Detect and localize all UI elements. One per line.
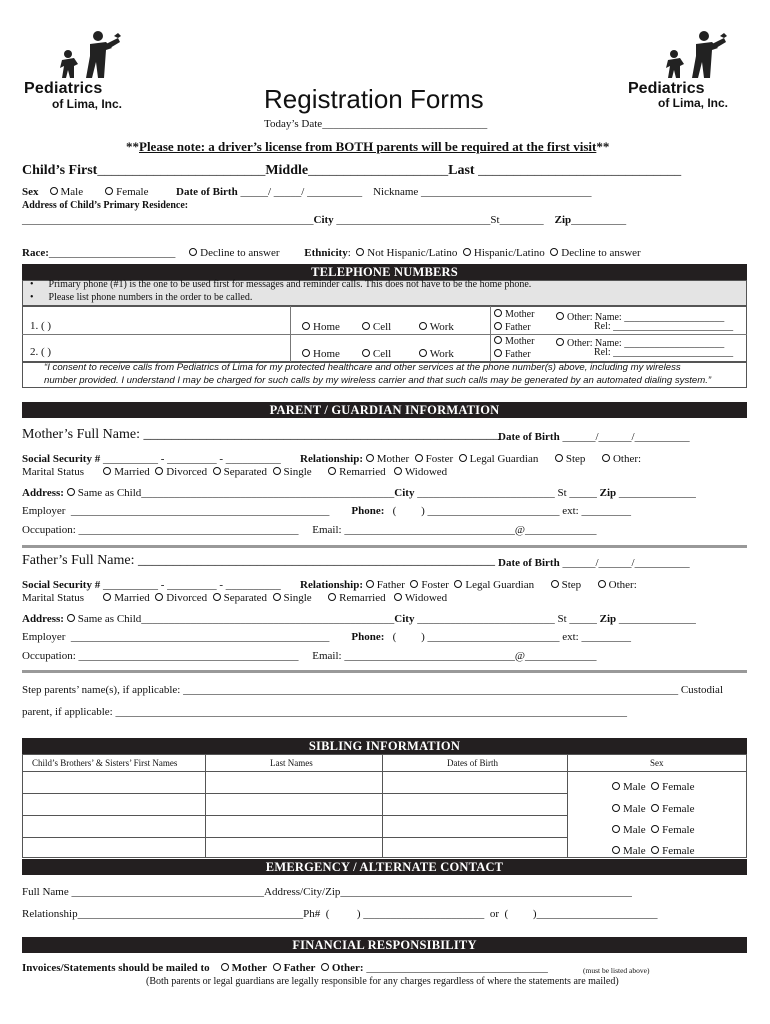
family-logo-icon <box>22 30 132 80</box>
female-radio[interactable] <box>651 782 659 790</box>
sibling-header: SIBLING INFORMATION <box>22 738 747 754</box>
single-radio[interactable] <box>273 593 281 601</box>
telephone-header: TELEPHONE NUMBERS <box>22 264 747 280</box>
father-radio[interactable] <box>366 580 374 588</box>
female-radio[interactable] <box>651 825 659 833</box>
logo-line2: of Lima, Inc. <box>52 97 123 111</box>
mother-employer-row: Employer _______________________________________________ Phone: ( ) ________________________ ext: _________ <box>22 505 631 517</box>
foster-radio[interactable] <box>415 454 423 462</box>
married-radio[interactable] <box>103 467 111 475</box>
female-radio[interactable] <box>105 187 113 195</box>
invoices-row: Invoices/Statements should be mailed to Mother Father Other: _________________________________ <box>22 962 548 974</box>
not-hispanic-radio[interactable] <box>356 248 364 256</box>
logo-right <box>628 30 748 110</box>
father-dob: Date of Birth ______/______/__________ <box>498 557 690 569</box>
mother-radio[interactable] <box>221 963 229 971</box>
legal-guardian-radio[interactable] <box>459 454 467 462</box>
divider <box>22 545 747 548</box>
page-title: Registration Forms <box>264 84 484 114</box>
telephone-bullet-1: • Primary phone (#1) is the one to be used first for messages and reminder calls. This does not have to be the home phone. <box>30 279 532 290</box>
male-radio[interactable] <box>612 804 620 812</box>
phone-row-1-rel: Rel: ________________________ <box>594 321 734 332</box>
financial-header: FINANCIAL RESPONSIBILITY <box>22 937 747 953</box>
phone-row-1-number: 1. ( ) <box>30 320 52 332</box>
step-radio[interactable] <box>555 454 563 462</box>
phone-row-1-other: Other: Name: ____________________ <box>556 312 724 323</box>
phone-row-2-types: Home Cell Work <box>302 348 454 360</box>
step-radio[interactable] <box>551 580 559 588</box>
mother-marital-row: Marital Status Married Divorced Separated Single Remarried Widowed <box>22 466 448 478</box>
widowed-radio[interactable] <box>394 467 402 475</box>
sibling-col-first: Child’s Brothers’ & Sisters’ First Names <box>32 758 178 768</box>
custodial-row: parent, if applicable: _____________________________________________________________________________________________ <box>22 706 627 718</box>
other-radio[interactable] <box>602 454 610 462</box>
male-radio[interactable] <box>50 187 58 195</box>
same-as-child-radio[interactable] <box>67 488 75 496</box>
logo-line1: Pediatrics <box>628 80 705 97</box>
drivers-license-note: **Please note: a driver’s license from BOTH parents will be required at the first visit** <box>126 139 610 154</box>
sibling-col-dob: Dates of Birth <box>447 758 498 768</box>
mother-name-row: Mother’s Full Name: ___________________________________________________ <box>22 427 501 442</box>
father-name-row: Father’s Full Name: ___________________________________________________ <box>22 553 496 568</box>
phone-row-1-father: Father <box>494 322 531 333</box>
emergency-relationship-row: Relationship_________________________________________Ph# ( ) ______________________ or ( )______________________ <box>22 908 658 920</box>
consent-line-1: “I consent to receive calls from Pediatrics of Lima for my protected healthcare and other services at the phone number(s) above, including my wireless <box>44 362 681 373</box>
consent-line-2: number provided. I understand I may be charged for such calls by my wireless carrier and that such calls may be generated by an automated dialing system.” <box>44 375 712 386</box>
mother-dob: Date of Birth ______/______/__________ <box>498 431 690 443</box>
phone-row-1-mother: Mother <box>494 309 534 320</box>
ethnicity-decline-radio[interactable] <box>550 248 558 256</box>
married-radio[interactable] <box>103 593 111 601</box>
cell-radio[interactable] <box>362 349 370 357</box>
logo-line2: of Lima, Inc. <box>658 96 729 110</box>
divider <box>22 670 747 673</box>
father-radio[interactable] <box>494 349 502 357</box>
other-radio[interactable] <box>598 580 606 588</box>
same-as-child-radio[interactable] <box>67 614 75 622</box>
father-radio[interactable] <box>494 322 502 330</box>
sibling-col-sex: Sex <box>650 758 664 768</box>
todays-date-label: Today’s Date______________________________ <box>264 118 488 130</box>
child-sex-row: Sex Male Female Date of Birth _____/ _____/ __________ Nickname _______________________________ <box>22 186 592 198</box>
other-radio[interactable] <box>556 312 564 320</box>
logo-left <box>22 30 132 110</box>
sibling-col-last: Last Names <box>270 758 313 768</box>
father-occupation-row: Occupation: ________________________________________ Email: _______________________________@_____________ <box>22 650 597 662</box>
other-radio[interactable] <box>321 963 329 971</box>
emergency-name-row: Full Name ___________________________________Address/City/Zip_____________________________________________________ <box>22 886 632 898</box>
father-marital-row: Marital Status Married Divorced Separated Single Remarried Widowed <box>22 592 448 604</box>
family-logo-icon <box>628 30 738 80</box>
phone-row-2-rel: Rel: ________________________ <box>594 347 734 358</box>
step-parents-row: Step parents’ name(s), if applicable: __________________________________________________________________________________________ Custodial <box>22 684 723 696</box>
work-radio[interactable] <box>419 349 427 357</box>
hispanic-radio[interactable] <box>463 248 471 256</box>
child-address-label: Address of Child’s Primary Residence: <box>22 200 189 211</box>
home-radio[interactable] <box>302 322 310 330</box>
father-ssn-row: Social Security # __________ - _________ - __________ Relationship: Father Foster Legal Guardian Step Other: <box>22 579 637 591</box>
male-radio[interactable] <box>612 782 620 790</box>
father-radio[interactable] <box>273 963 281 971</box>
mother-radio[interactable] <box>494 336 502 344</box>
home-radio[interactable] <box>302 349 310 357</box>
sibling-sex-2: Male Female <box>612 803 695 815</box>
mother-occupation-row: Occupation: ________________________________________ Email: _______________________________@_____________ <box>22 524 597 536</box>
emergency-header: EMERGENCY / ALTERNATE CONTACT <box>22 859 747 875</box>
cell-radio[interactable] <box>362 322 370 330</box>
race-decline-radio[interactable] <box>189 248 197 256</box>
child-address-row: _____________________________________________________City ____________________________St________ Zip__________ <box>22 214 627 226</box>
other-radio[interactable] <box>556 338 564 346</box>
sibling-sex-4: Male Female <box>612 845 695 857</box>
phone-row-1-types: Home Cell Work <box>302 321 454 333</box>
foster-radio[interactable] <box>410 580 418 588</box>
sibling-sex-3: Male Female <box>612 824 695 836</box>
divorced-radio[interactable] <box>155 467 163 475</box>
single-radio[interactable] <box>273 467 281 475</box>
male-radio[interactable] <box>612 846 620 854</box>
father-employer-row: Employer _______________________________________________ Phone: ( ) ________________________ ext: _________ <box>22 631 631 643</box>
phone-row-2-mother: Mother <box>494 336 534 347</box>
phone-row-2-father: Father <box>494 349 531 360</box>
logo-line1: Pediatrics <box>24 80 103 97</box>
female-radio[interactable] <box>651 804 659 812</box>
work-radio[interactable] <box>419 322 427 330</box>
phone-row-2-other: Other: Name: ____________________ <box>556 338 724 349</box>
mother-radio[interactable] <box>494 309 502 317</box>
remarried-radio[interactable] <box>328 593 336 601</box>
sibling-sex-1: Male Female <box>612 781 695 793</box>
male-radio[interactable] <box>612 825 620 833</box>
separated-radio[interactable] <box>213 467 221 475</box>
divorced-radio[interactable] <box>155 593 163 601</box>
mother-ssn-row: Social Security # __________ - _________ - __________ Relationship: Mother Foster Legal Guardian Step Other: <box>22 453 642 465</box>
legal-guardian-radio[interactable] <box>454 580 462 588</box>
mother-address-row: Address: Same as Child______________________________________________City _________________________ St _____ Zip ______________ <box>22 487 696 499</box>
remarried-radio[interactable] <box>328 467 336 475</box>
separated-radio[interactable] <box>213 593 221 601</box>
child-name-row: Child’s First________________________Middle____________________Last _____________________________ <box>22 163 682 178</box>
legal-responsibility-note: (Both parents or legal guardians are legally responsible for any charges regardless of where the statements are mailed) <box>146 976 619 987</box>
must-be-listed-note: (must be listed above) <box>583 966 650 975</box>
parent-header: PARENT / GUARDIAN INFORMATION <box>22 402 747 418</box>
telephone-bullet-2: • Please list phone numbers in the order to be called. <box>30 292 253 303</box>
phone-row-2-number: 2. ( ) <box>30 346 52 358</box>
race-ethnicity-row: Race:_______________________ Decline to answer Ethnicity: Not Hispanic/Latino Hispanic/Latino Decline to answer <box>22 247 641 259</box>
mother-radio[interactable] <box>366 454 374 462</box>
widowed-radio[interactable] <box>394 593 402 601</box>
father-address-row: Address: Same as Child______________________________________________City _________________________ St _____ Zip ______________ <box>22 613 696 625</box>
female-radio[interactable] <box>651 846 659 854</box>
